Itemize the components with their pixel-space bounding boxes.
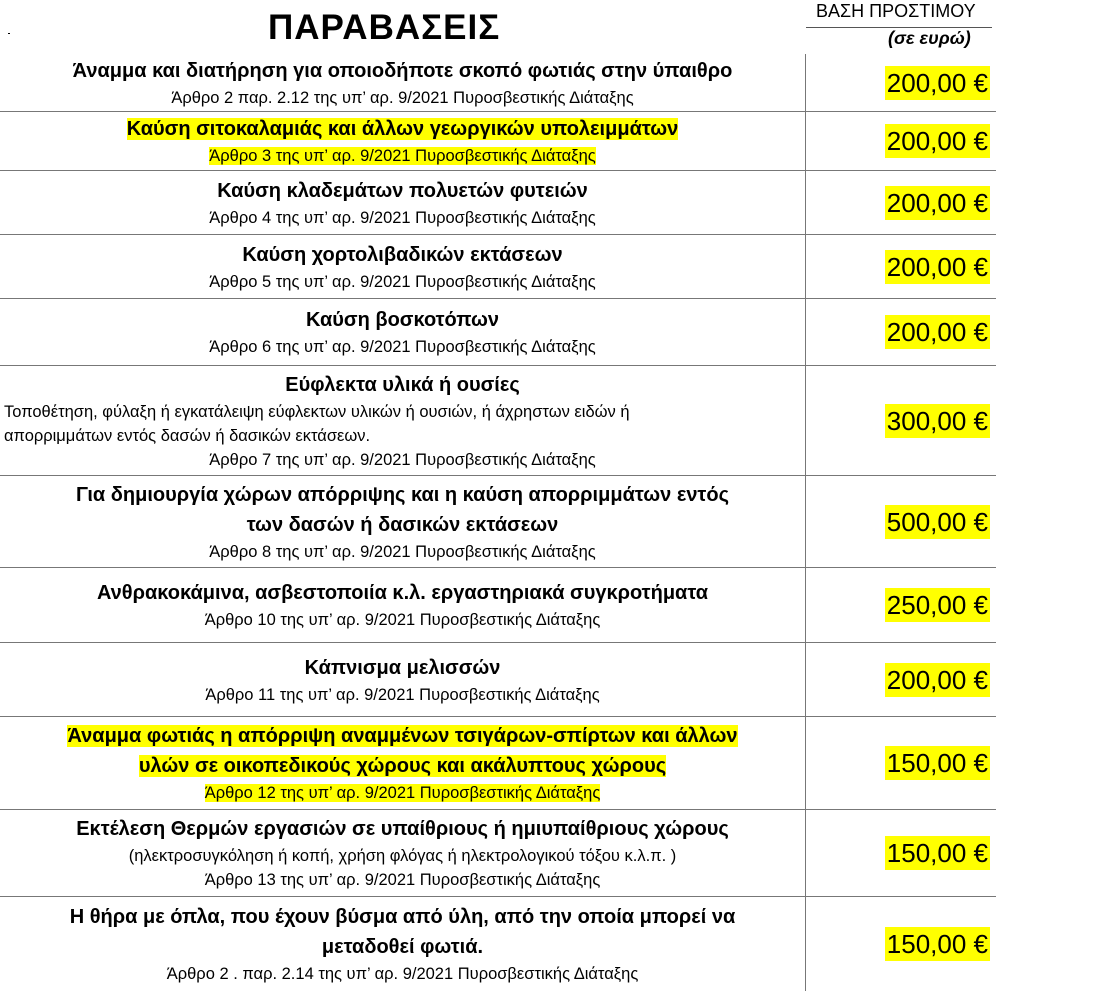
violation-description (0, 810, 806, 896)
violation-article: Άρθρο 4 της υπ’ αρ. 9/2021 Πυροσβεστικής Διάταξης (209, 208, 596, 227)
price-column-unit: (σε ευρώ) (888, 28, 971, 48)
fine-cell (806, 54, 996, 111)
fine-amount: 200,00 € (886, 67, 988, 98)
fine-amount: 300,00 € (886, 405, 988, 436)
violation-description (0, 171, 806, 234)
violation-title: Η θήρα με όπλα, που έχουν βύσμα από ύλη, από την οποία μπορεί να (69, 906, 736, 928)
violation-title: Άναμμα και διατήρηση για οποιοδήποτε σκοπό φωτιάς στην ύπαιθρο (72, 59, 733, 82)
fine-cell (806, 476, 996, 567)
violation-article: Άρθρο 12 της υπ’ αρ. 9/2021 Πυροσβεστικής Διάταξης (204, 784, 601, 802)
violation-description (0, 717, 806, 809)
fine-amount: 500,00 € (886, 506, 988, 537)
violation-description (0, 897, 806, 991)
violation-description (0, 366, 806, 475)
violation-note: απορριμμάτων εντός δασών ή δασικών εκτάσεων. (4, 426, 371, 445)
fine-amount: 150,00 € (886, 748, 988, 778)
fine-cell (806, 810, 996, 896)
fine-amount: 150,00 € (886, 838, 988, 868)
violation-article: Άρθρο 6 της υπ’ αρ. 9/2021 Πυροσβεστικής Διάταξης (209, 338, 596, 356)
table-row (0, 366, 996, 476)
violation-description (0, 112, 806, 170)
violation-article: Άρθρο 11 της υπ’ αρ. 9/2021 Πυροσβεστικής Διάταξης (205, 685, 600, 704)
fine-amount: 250,00 € (886, 590, 988, 620)
violation-description (0, 54, 806, 111)
price-column-header (806, 0, 996, 54)
violation-article: Άρθρο 10 της υπ’ αρ. 9/2021 Πυροσβεστικής Διάταξης (204, 611, 601, 629)
fine-amount: 150,00 € (886, 929, 988, 959)
fine-amount: 200,00 € (886, 317, 988, 347)
violation-title: Καύση σιτοκαλαμιάς και άλλων γεωργικών υπολειμμάτων (126, 118, 679, 140)
violation-title: Ανθρακοκάμινα, ασβεστοποιία κ.λ. εργαστηριακά συγκροτήματα (96, 582, 709, 604)
violation-title: Καύση βοσκοτόπων (306, 309, 499, 331)
table-row (0, 476, 996, 568)
fine-cell (806, 112, 996, 170)
violation-title: των δασών ή δασικών εκτάσεων (246, 513, 559, 536)
violation-article: Άρθρο 13 της υπ’ αρ. 9/2021 Πυροσβεστικής Διάταξης (204, 871, 601, 889)
table-row (0, 897, 996, 991)
violation-title: Κάπνισμα μελισσών (304, 656, 501, 679)
price-column-label: ΒΑΣΗ ΠΡΟΣΤΙΜΟΥ (816, 1, 976, 21)
table-row (0, 235, 996, 299)
table-row (0, 643, 996, 717)
table-row (0, 112, 996, 171)
violation-title: Άναμμα φωτιάς η απόρριψη αναμμένων τσιγάρων-σπίρτων και άλλων (67, 725, 738, 747)
violation-article: Άρθρο 8 της υπ’ αρ. 9/2021 Πυροσβεστικής Διάταξης (209, 542, 596, 561)
fine-cell (806, 171, 996, 234)
violation-article: Άρθρο 5 της υπ’ αρ. 9/2021 Πυροσβεστικής Διάταξης (209, 272, 596, 291)
violation-title: Καύση κλαδεμάτων πολυετών φυτειών (217, 179, 588, 202)
fine-cell (806, 299, 996, 365)
stray-mark (8, 33, 10, 34)
violation-title: Εκτέλεση Θερμών εργασιών σε υπαίθριους ή ημιυπαίθριους χώρους (76, 818, 729, 840)
table-row (0, 299, 996, 366)
fine-amount: 200,00 € (886, 664, 988, 695)
violation-title: Για δημιουργία χώρων απόρριψης και η καύση απορριμμάτων εντός (76, 483, 729, 506)
table-row (0, 54, 996, 112)
fine-cell (806, 568, 996, 642)
page-title: ΠΑΡΑΒΑΣΕΙΣ (268, 8, 501, 47)
violation-article: Άρθρο 7 της υπ’ αρ. 9/2021 Πυροσβεστικής Διάταξης (209, 450, 596, 469)
violation-description (0, 235, 806, 298)
violation-title: Εύφλεκτα υλικά ή ουσίες (285, 373, 520, 396)
fine-amount: 200,00 € (886, 251, 988, 282)
violation-article: Άρθρο 2 . παρ. 2.14 της υπ’ αρ. 9/2021 Πυροσβεστικής Διάταξης (166, 965, 639, 983)
violation-title: υλών σε οικοπεδικούς χώρους και ακάλυπτους χώρους (138, 755, 667, 777)
table-row (0, 810, 996, 897)
fine-cell (806, 235, 996, 298)
violation-description (0, 568, 806, 642)
fine-cell (806, 897, 996, 991)
table-row (0, 171, 996, 235)
violation-description (0, 643, 806, 716)
violation-description (0, 476, 806, 567)
violation-article: Άρθρο 2 παρ. 2.12 της υπ’ αρ. 9/2021 Πυροσβεστικής Διάταξης (171, 88, 634, 107)
violation-description (0, 299, 806, 365)
violation-note: (ηλεκτροσυγκόληση ή κοπή, χρήση φλόγας ή ηλεκτρολογικού τόξου κ.λ.π. ) (128, 847, 677, 865)
violation-title: Καύση χορτολιβαδικών εκτάσεων (242, 243, 563, 266)
fine-cell (806, 643, 996, 716)
table-row (0, 717, 996, 810)
violation-title: μεταδοθεί φωτιά. (321, 936, 484, 958)
violation-article: Άρθρο 3 της υπ’ αρ. 9/2021 Πυροσβεστικής Διάταξης (209, 147, 596, 165)
fine-cell (806, 717, 996, 809)
violations-table (0, 54, 996, 991)
fine-amount: 200,00 € (886, 126, 988, 156)
fine-amount: 200,00 € (886, 187, 988, 218)
fine-cell (806, 366, 996, 475)
violation-note: Τοποθέτηση, φύλαξη ή εγκατάλειψη εύφλεκτων υλικών ή ουσιών, ή άχρηστων ειδών ή (4, 402, 630, 421)
table-row (0, 568, 996, 643)
